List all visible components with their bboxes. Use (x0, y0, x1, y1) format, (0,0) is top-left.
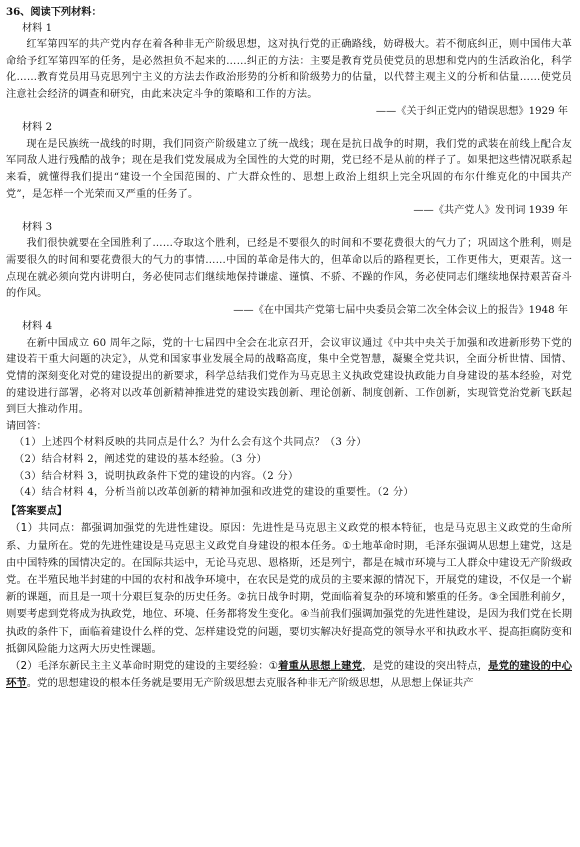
material-source: ——《共产党人》发刊词 1939 年 (413, 205, 568, 217)
material-title: 材料 2 (22, 122, 53, 134)
sub-question-3: （3）结合材料 3，说明执政条件下党的建设的内容。（2 分） (14, 470, 299, 482)
material-3 (6, 220, 572, 320)
material-text: 在新中国成立 60 周年之际，党的十七届四中全会在北京召开，会议审议通过《中共中央关于加强和改进新形势下党的建设若干重大问题的决定》，从党和国家事业发展全局的战略高度，集中全党智慧，凝聚全党共识，全面分析世情、国情、党情的深刻变化对党的建设提出的新要求，科学总结我们党作为马克思主义执政党建设执政能力自身建设的基本经验，对党的建设进行部署，必将对以改革创新精神推进党的建设实践创新、理论创新、制度创新、工作创新，实现管党治党新飞跃起到巨大推动作用。 (6, 337, 572, 416)
sub-question-2: （2）结合材料 2，阐述党的建设的基本经验。（3 分） (14, 454, 268, 466)
answer-2-suffix: 。党的思想建设的根本任务就是要用无产阶级思想去克服各种非无产阶级思想，从思想上保证共产 (26, 677, 474, 690)
material-2 (6, 120, 572, 220)
material-source: ——《关于纠正党内的错误思想》1929 年 (375, 105, 568, 117)
material-text: 我们很快就要在全国胜利了……夺取这个胜利，已经是不要很久的时间和不要花费很大的气力了；巩固这个胜利，则是需要很久的时间和要花费很大的气力的事情……中国的革命是伟大的，但革命以后的路程更长，工作更伟大，更艰苦。这一点现在就必须向党内讲明白，务必使同志们继续地保持谦虚、谨慎、不骄、不躁的作风，务必使同志们继续地保持艰苦奋斗的作风。 (6, 238, 572, 300)
answer-2-emphasis-2: 是党的建设的中心环节 (6, 660, 573, 690)
sub-question-1: （1）上述四个材料反映的共同点是什么？为什么会有这个共同点？（3 分） (14, 437, 367, 449)
material-text: 红军第四军的共产党内存在着各种非无产阶级思想，这对执行党的正确路线，妨碍极大。若不彻底纠正，则中国伟大革命给予红军第四军的任务，是必然担负不起来的……纠正的方法：主要是教育党员使党员的思想和党内的生活政治化，科学化……教育党员用马克思列宁主义的方法去作政治形势的分析和阶级势力的估量，以代替主观主义的分析和估量……使党员注意社会经济的调查和研究，由此来决定斗争的策略和工作的方法。 (6, 39, 572, 100)
answer-2-emphasis-1: 着重从思想上建党 (278, 660, 363, 673)
answer-1 (6, 520, 572, 658)
material-title: 材料 3 (22, 221, 53, 233)
answer-2-mid: ，是党的建设的突出特点， (362, 660, 489, 673)
answer-1-text: （1）共同点：都强调加强党的先进性建设。原因：先进性是马克思主义政党的根本特征，也是马克思主义政党的生命所系、力量所在。党的先进性建设是马克思主义政党自身建设的根本任务。①土地革命时期，毛泽东强调从思想上建党，这是由中国特殊的国情决定的。在国际共运中，无论马克思、恩格斯，还是列宁，都是在城市环境与工人群众中建设无产阶级政党。在半殖民地半封建的中国的农村和战争环境中，在农民是党的成员的主要来源的情况下，开展党的建设，不仅是一个崭新的课题，而且是一项十分艰巨复杂的历史任务。②抗日战争时期，党面临着复杂的环境和繁重的任务。③全国胜利前夕，则要考虑到党将成为执政党，地位、环境、任务都将发生变化。④当前我们强调加强党的先进性建设，是因为我们党在长期执政的条件下，面临着建设什么样的党、怎样建设党的问题，要切实解决好提高党的领导水平和执政水平、提高拒腐防变和抵御风险能力这两大历史性课题。 (6, 522, 572, 655)
ask-label: 请回答： (6, 420, 47, 432)
answer-2-prefix: （2）毛泽东新民主主义革命时期党的建设的主要经验：① (10, 660, 279, 673)
sub-question-4: （4）结合材料 4，分析当前以改革创新的精神加强和改进党的建设的重要性。（2 分） (14, 487, 414, 499)
answer-2 (6, 658, 572, 692)
material-1 (6, 21, 572, 121)
material-text: 现在是民族统一战线的时期，我们同资产阶级建立了统一战线；现在是抗日战争的时期，我们党的武装在前线上配合友军同敌人进行残酷的战争；现在是我们党发展成为全国性的大党的时期，党已经不是从前的样子了。如果把这些情况联系起来看，就懂得我们提出“建设一个全国范围的、广大群众性的、思想上政治上组织上完全巩固的布尔什维克化的中国共产党”，是怎样一个光荣而又严重的任务了。 (6, 138, 572, 200)
question-header: 36、阅读下列材料： (6, 6, 102, 18)
material-title: 材料 1 (22, 22, 53, 34)
material-title: 材料 4 (22, 321, 53, 333)
answer-header: 【答案要点】 (6, 505, 68, 517)
material-source: ——《在中国共产党第七届中央委员会第二次全体会议上的报告》1948 年 (233, 304, 568, 316)
material-4 (6, 319, 572, 419)
